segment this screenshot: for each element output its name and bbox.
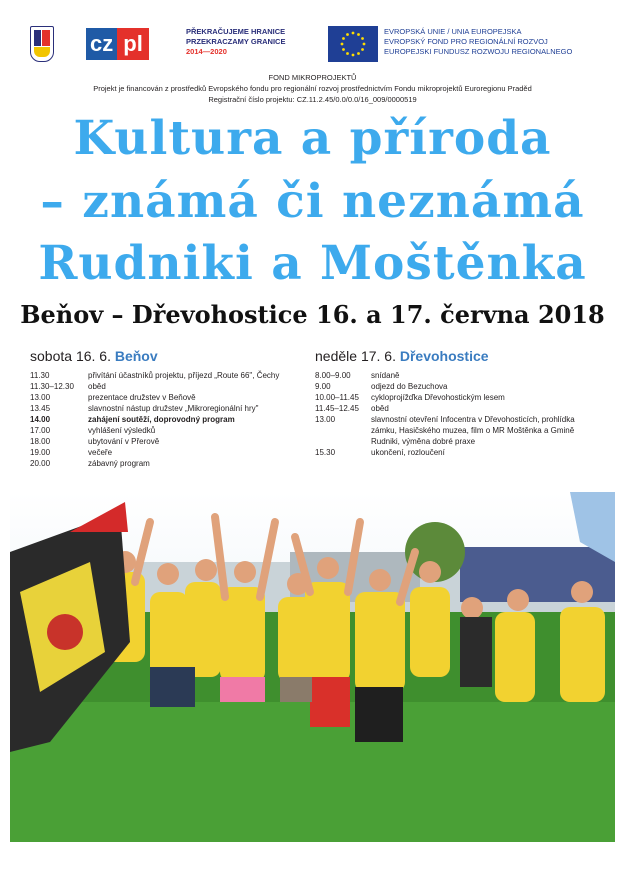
- schedule-item: [315, 381, 600, 392]
- czpl-line: PRZEKRACZAMY GRANICE: [186, 37, 286, 46]
- schedule-item: [30, 403, 300, 414]
- schedule-time: 14.00: [30, 415, 51, 424]
- eu-fund-text: [384, 27, 572, 57]
- czpl-logo-pl: pl: [117, 28, 149, 60]
- schedule-time: 11.30: [30, 371, 50, 380]
- schedule-event: zábavný program: [88, 459, 150, 468]
- schedule-time: 20.00: [30, 459, 51, 468]
- schedule-time: 15.30: [315, 448, 336, 457]
- title-line-2: – známá či neznámá: [40, 174, 585, 229]
- schedule-event: vyhlášení výsledků: [88, 426, 156, 435]
- eu-line: EVROPSKÁ UNIE / UNIA EUROPEJSKA: [384, 27, 522, 36]
- schedule-time: 17.00: [30, 426, 51, 435]
- schedule-time: 10.00–11.45: [315, 393, 359, 402]
- schedule-time: 19.00: [30, 448, 51, 457]
- schedule-event: odjezd do Bezuchova: [371, 382, 448, 391]
- schedule-item: [30, 414, 300, 425]
- czpl-logo: [86, 28, 149, 60]
- funding-line: Projekt je financován z prostředků Evropského fondu pro regionální rozvoj prostřednictvím Fondu mikroprojektů Euroregionu Praděd: [93, 84, 532, 93]
- schedule-item: [315, 392, 600, 403]
- eu-line: EVROPSKÝ FOND PRO REGIONÁLNÍ ROZVOJ: [384, 37, 548, 46]
- schedule-time: 9.00: [315, 382, 331, 391]
- day-date: 17. 6.: [360, 348, 396, 364]
- schedule-time: 11.45–12.45: [315, 404, 359, 413]
- funding-line: FOND MIKROPROJEKTŮ: [268, 73, 357, 82]
- schedule-time: 13.00: [315, 415, 336, 424]
- schedule-event: zahájení soutěží, doprovodný program: [88, 415, 235, 424]
- funding-line: Registrační číslo projektu: CZ.11.2.45/0.0/0.0/16_009/0000519: [208, 95, 417, 104]
- schedule-event: slavnostní nástup družstev „Mikroregionální hry": [88, 404, 259, 413]
- schedule-event: přivítání účastníků projektu, příjezd „Route 66", Čechy: [88, 371, 280, 380]
- schedule-time: 8.00–9.00: [315, 371, 351, 380]
- schedule-item: [30, 447, 300, 458]
- schedule-item: [30, 370, 300, 381]
- day-name: neděle: [315, 348, 358, 364]
- czpl-line: 2014—2020: [186, 47, 227, 56]
- schedule-event: prezentace družstev v Beňově: [88, 393, 196, 402]
- day-place: Beňov: [114, 348, 158, 364]
- coat-of-arms-logo: [30, 26, 54, 62]
- event-dates: Beňov – Dřevohostice 16. a 17. června 2018: [20, 300, 605, 329]
- schedule-item: [315, 403, 600, 414]
- funding-info: [0, 72, 625, 105]
- day-date: 16. 6.: [75, 348, 111, 364]
- schedule-time: 13.45: [30, 404, 51, 413]
- schedule-item: [315, 447, 600, 458]
- schedule-time: 13.00: [30, 393, 51, 402]
- schedule-time: 18.00: [30, 437, 51, 446]
- title-line-3: Rudniki a Moštěnka: [38, 236, 587, 291]
- czpl-logo-cz: cz: [86, 28, 117, 60]
- title-line-1: Kultura a příroda: [73, 111, 552, 166]
- day-name: sobota: [30, 348, 73, 364]
- schedule-event: slavnostní otevření Infocentra v Dřevohosticích, prohlídka zámku, Hasičského muzea, film o MR Moštěnka a Gmině Rudniki, výměna dobré praxe: [371, 415, 575, 446]
- schedule-time: 11.30–12.30: [30, 382, 74, 391]
- schedule-event: ukončení, rozloučení: [371, 448, 445, 457]
- czpl-line: PŘEKRAČUJEME HRANICE: [186, 27, 286, 36]
- schedule-event: snídaně: [371, 371, 400, 380]
- schedule-saturday: [30, 370, 300, 469]
- day-place: Dřevohostice: [399, 348, 489, 364]
- schedule-event: oběd: [371, 404, 389, 413]
- logo-bar: [0, 24, 625, 66]
- schedule-item: [30, 425, 300, 436]
- event-photo: [10, 492, 615, 842]
- schedule-item: [30, 381, 300, 392]
- schedule-item: [315, 414, 600, 447]
- schedule-sunday: [315, 370, 600, 458]
- schedule-event: večeře: [88, 448, 113, 457]
- schedule-event: ubytování v Přerově: [88, 437, 160, 446]
- schedule-item: [30, 392, 300, 403]
- day-heading-sunday: [315, 348, 489, 364]
- schedule-item: [315, 370, 600, 381]
- eu-line: EUROPEJSKI FUNDUSZ ROZWOJU REGIONALNEGO: [384, 47, 573, 56]
- day-heading-saturday: [30, 348, 158, 364]
- schedule-event: cykloprojížďka Dřevohostickým lesem: [371, 393, 505, 402]
- schedule-item: [30, 458, 300, 469]
- eu-flag-icon: [328, 26, 378, 62]
- schedule-event: oběd: [88, 382, 106, 391]
- czpl-program-text: [186, 27, 285, 57]
- schedule-item: [30, 436, 300, 447]
